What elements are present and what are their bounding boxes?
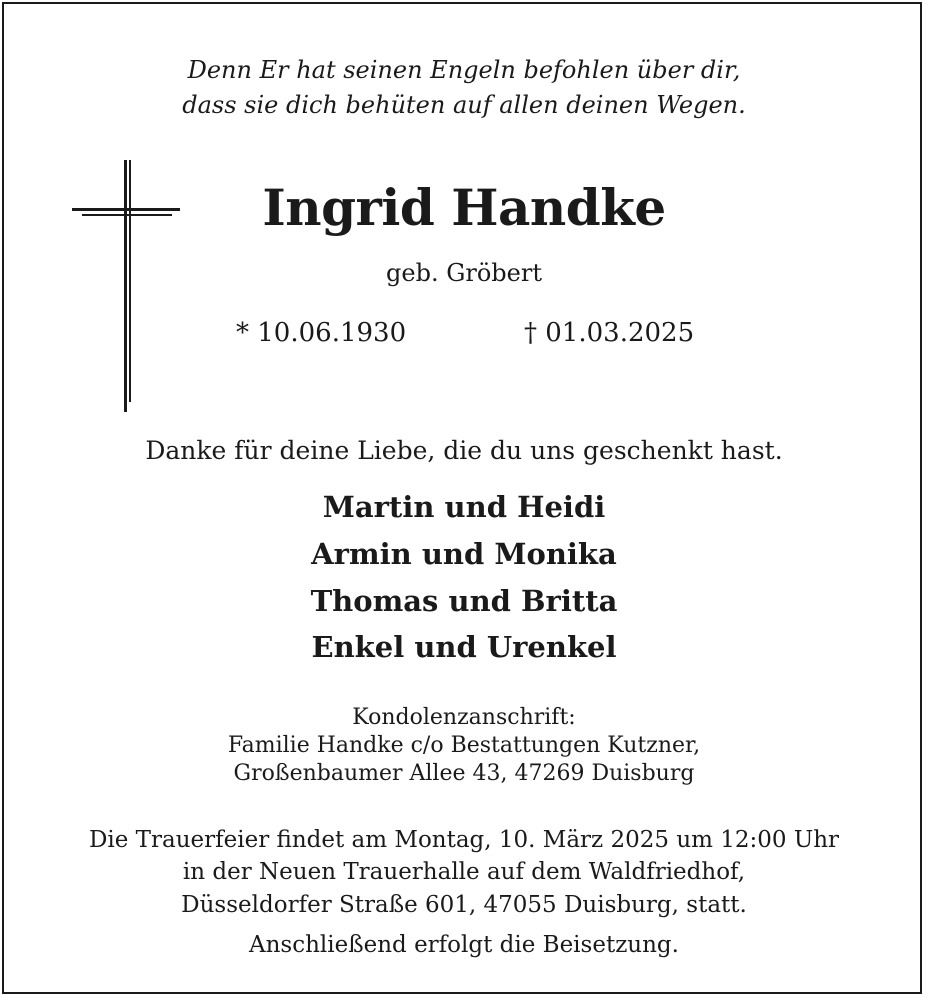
- family-member: Thomas und Britta: [310, 584, 618, 618]
- birth-date: * 10.06.1930: [236, 318, 407, 348]
- family-member: Armin und Monika: [311, 537, 617, 571]
- birth-name: geb. Gröbert: [386, 259, 542, 287]
- family-member: Enkel und Urenkel: [311, 630, 617, 664]
- condolence-address-line-2: Großenbaumer Allee 43, 47269 Duisburg: [233, 761, 695, 786]
- service-line-4: Anschließend erfolgt die Beisetzung.: [249, 932, 679, 958]
- service-line-2: in der Neuen Trauerhalle auf dem Waldfriedhof,: [182, 859, 746, 885]
- condolence-address-line-1: Familie Handke c/o Bestattungen Kutzner,: [227, 733, 701, 758]
- thanks-text: Danke für deine Liebe, die du uns geschenkt hast.: [145, 436, 783, 465]
- verse-line-2: dass sie dich behüten auf allen deinen Wegen.: [182, 91, 746, 119]
- death-date: † 01.03.2025: [524, 318, 695, 348]
- service-line-3: Düsseldorfer Straße 601, 47055 Duisburg, statt.: [181, 892, 747, 918]
- family-member: Martin und Heidi: [322, 490, 606, 524]
- deceased-name: Ingrid Handke: [262, 178, 666, 237]
- service-line-1: Die Trauerfeier findet am Montag, 10. März 2025 um 12:00 Uhr: [88, 827, 840, 853]
- condolence-heading: Kondolenzanschrift:: [352, 705, 576, 730]
- verse-line-1: Denn Er hat seinen Engeln befohlen über dir,: [187, 56, 741, 84]
